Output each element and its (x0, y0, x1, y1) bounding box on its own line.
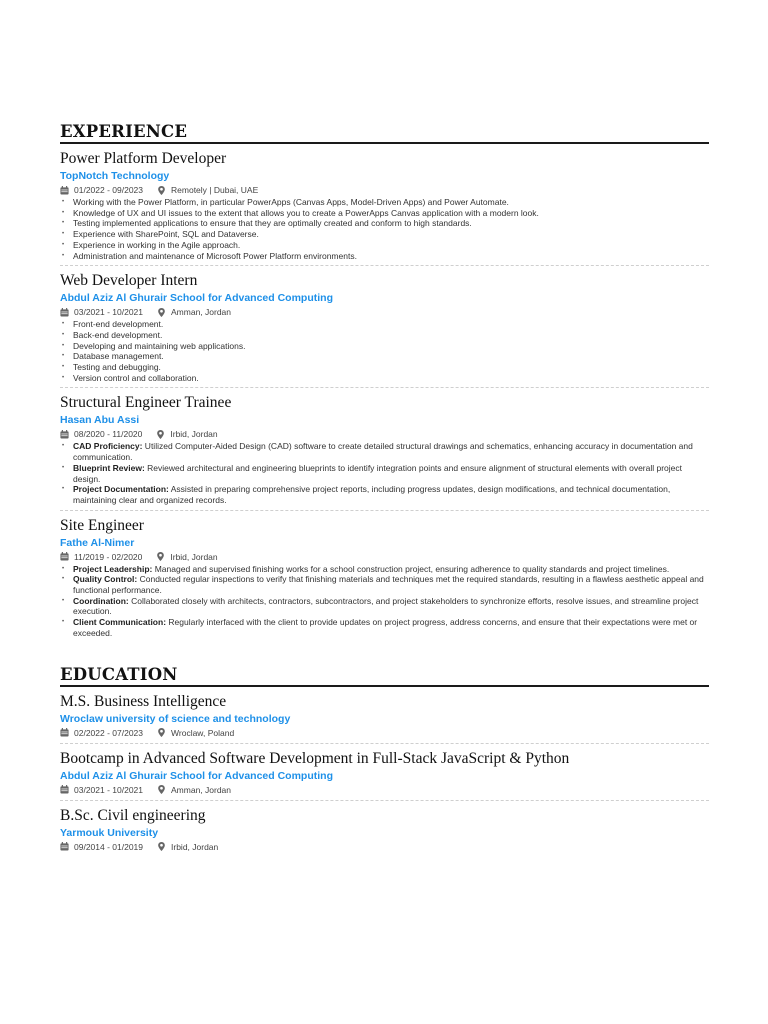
map-pin-icon (157, 186, 166, 195)
bullet-text: Front-end development. (73, 319, 164, 330)
bullet-item (60, 251, 709, 262)
bullet-text: Utilized Computer-Aided Design (CAD) software to create detailed structural drawings and schematics, enhancing accuracy in documentation and communication. (73, 441, 693, 463)
entry-location-text: Irbid, Jordan (170, 551, 218, 562)
entry-location (156, 551, 217, 563)
entry-organization: TopNotch Technology (60, 170, 170, 182)
entry-title: B.Sc. Civil engineering (60, 806, 206, 824)
calendar-icon (60, 430, 69, 439)
entry-bullets (60, 319, 709, 383)
entry-organization: Yarmouk University (60, 826, 159, 839)
map-pin-icon (157, 842, 166, 851)
entry-location (157, 306, 231, 318)
entry (60, 511, 709, 643)
entry (60, 801, 709, 857)
entry-location (157, 184, 258, 196)
entry-dates-text: 03/2021 - 10/2021 (74, 784, 144, 795)
entry-organization: Hasan Abu Assi (60, 414, 140, 427)
entry-location-text: Wroclaw, Poland (171, 727, 235, 738)
bullet-text: Experience in working in the Agile approach. (73, 239, 241, 250)
entry-meta (60, 727, 709, 739)
entry-dates (60, 306, 143, 318)
bullet-item (60, 218, 709, 229)
entry-dates-text: 09/2014 - 01/2019 (74, 841, 144, 852)
entry-location-text: Irbid, Jordan (171, 841, 219, 852)
bullet-item (60, 373, 709, 384)
entry-meta (60, 841, 709, 853)
entry-dates-text: 03/2021 - 10/2021 (74, 307, 144, 318)
bullet-item (60, 574, 709, 595)
entry-dates (60, 841, 143, 853)
bullet-item (60, 463, 709, 484)
entry-title: Structural Engineer Trainee (60, 394, 232, 412)
entry-dates (60, 727, 143, 739)
entry (60, 266, 709, 388)
bullet-text: Regularly interfaced with the client to provide updates on project progress, address concerns, and ensure that their expectations were met or exceeded. (73, 617, 698, 638)
entry-organization: Fathe Al-Nimer (60, 536, 135, 549)
bullet-label: Coordination: (73, 595, 129, 606)
entry-meta (60, 784, 709, 796)
map-pin-icon (156, 430, 165, 439)
bullet-item (60, 617, 709, 638)
bullet-label: Blueprint Review: (73, 462, 145, 473)
entry-location (156, 428, 217, 440)
entry-dates-text: 11/2019 - 02/2020 (74, 551, 143, 562)
entry-bullets (60, 441, 709, 505)
bullet-item (60, 330, 709, 341)
entry-title: M.S. Business Intelligence (60, 692, 227, 710)
entry-title: Web Developer Intern (60, 272, 198, 290)
bullet-text: Working with the Power Platform, in particular PowerApps (Canvas Apps, Model-Driven Apps) and Power Automate. (73, 197, 509, 207)
map-pin-icon (157, 308, 166, 317)
bullet-text: Version control and collaboration. (73, 372, 199, 383)
bullet-text: Developing and maintaining web applications. (73, 340, 246, 351)
entry-location-text: Amman, Jordan (171, 784, 232, 795)
map-pin-icon (157, 785, 166, 794)
entry-organization: Abdul Aziz Al Ghurair School for Advanced Computing (60, 769, 333, 782)
bullet-text: Testing and debugging. (73, 362, 161, 373)
bullet-item (60, 564, 709, 575)
map-pin-icon (157, 728, 166, 737)
bullet-text: Back-end development. (73, 329, 163, 340)
entry-organization: Abdul Aziz Al Ghurair School for Advanced Computing (60, 292, 333, 305)
entry-location (157, 841, 218, 853)
entry (60, 744, 709, 801)
bullet-item (60, 362, 709, 373)
entry-bullets (60, 197, 709, 261)
entry-meta (60, 428, 709, 440)
entry (60, 388, 709, 510)
entry-location-text: Amman, Jordan (171, 307, 232, 318)
bullet-text: Managed and supervised finishing works for a school construction project, ensuring adherence to quality standards and project timelines. (152, 563, 670, 574)
bullet-text: Knowledge of UX and UI issues to the extent that allows you to create a PowerApps Canvas application with a modern look. (73, 207, 539, 218)
entry-meta (60, 551, 709, 563)
bullet-text: Database management. (73, 351, 164, 362)
entry-location-text: Remotely | Dubai, UAE (171, 185, 259, 195)
entry-location-text: Irbid, Jordan (170, 429, 218, 440)
entry (60, 144, 709, 266)
bullet-text: Testing implemented applications to ensure that they are optimally created and conform to high standards. (73, 218, 472, 229)
entry-dates (60, 184, 143, 196)
entry-location (157, 727, 234, 739)
education-list (60, 687, 709, 857)
bullet-label: Project Documentation: (73, 484, 169, 495)
entry-organization: Wroclaw university of science and technology (60, 712, 291, 725)
experience-list (60, 144, 709, 643)
entry-dates-text: 02/2022 - 07/2023 (74, 727, 144, 738)
bullet-item (60, 351, 709, 362)
bullet-item (60, 484, 709, 505)
experience-section (60, 122, 709, 643)
entry-dates (60, 551, 142, 563)
bullet-text: Reviewed architectural and engineering blueprints to identify integration points and ensure alignment of structural elements with overall project design. (73, 462, 683, 484)
education-section (60, 665, 709, 857)
experience-heading: EXPERIENCE (60, 122, 709, 144)
bullet-text: Assisted in preparing comprehensive project reports, including progress updates, design modifications, and technical documentation, maintaining clear and organized records. (73, 484, 671, 505)
bullet-label: CAD Proficiency: (73, 441, 143, 452)
entry-meta (60, 306, 709, 318)
entry-location (157, 784, 231, 796)
map-pin-icon (156, 552, 165, 561)
entry-title: Bootcamp in Advanced Software Development in Full-Stack JavaScript & Python (60, 749, 570, 767)
bullet-item (60, 341, 709, 352)
bullet-item (60, 596, 709, 617)
entry-dates-text: 08/2020 - 11/2020 (74, 429, 143, 440)
education-heading: EDUCATION (60, 665, 709, 687)
bullet-text: Administration and maintenance of Microsoft Power Platform environments. (73, 250, 357, 261)
entry-dates (60, 784, 143, 796)
bullet-item (60, 208, 709, 219)
entry-dates (60, 428, 142, 440)
entry-title: Site Engineer (60, 516, 144, 534)
entry-dates-text: 01/2022 - 09/2023 (74, 185, 144, 195)
calendar-icon (60, 728, 69, 737)
entry-bullets (60, 564, 709, 639)
calendar-icon (60, 842, 69, 851)
calendar-icon (60, 785, 69, 794)
bullet-text: Collaborated closely with architects, contractors, subcontractors, and project stakeholders to synchronize efforts, resolve issues, and streamline project execution. (73, 595, 699, 617)
calendar-icon (60, 552, 69, 561)
bullet-label: Client Communication: (73, 617, 167, 628)
bullet-item (60, 197, 709, 208)
bullet-item (60, 229, 709, 240)
bullet-item (60, 240, 709, 251)
calendar-icon (60, 308, 69, 317)
entry (60, 687, 709, 744)
bullet-text: Conducted regular inspections to verify that finishing materials and techniques met the required standards, resulting in a flawless aesthetic appeal and functional performance. (73, 574, 704, 596)
calendar-icon (60, 186, 69, 195)
entry-meta (60, 184, 709, 196)
bullet-item (60, 319, 709, 330)
bullet-label: Quality Control: (73, 574, 138, 585)
bullet-item (60, 441, 709, 462)
bullet-label: Project Leadership: (73, 563, 153, 574)
bullet-text: Experience with SharePoint, SQL and Dataverse. (73, 229, 259, 240)
entry-title: Power Platform Developer (60, 150, 227, 167)
